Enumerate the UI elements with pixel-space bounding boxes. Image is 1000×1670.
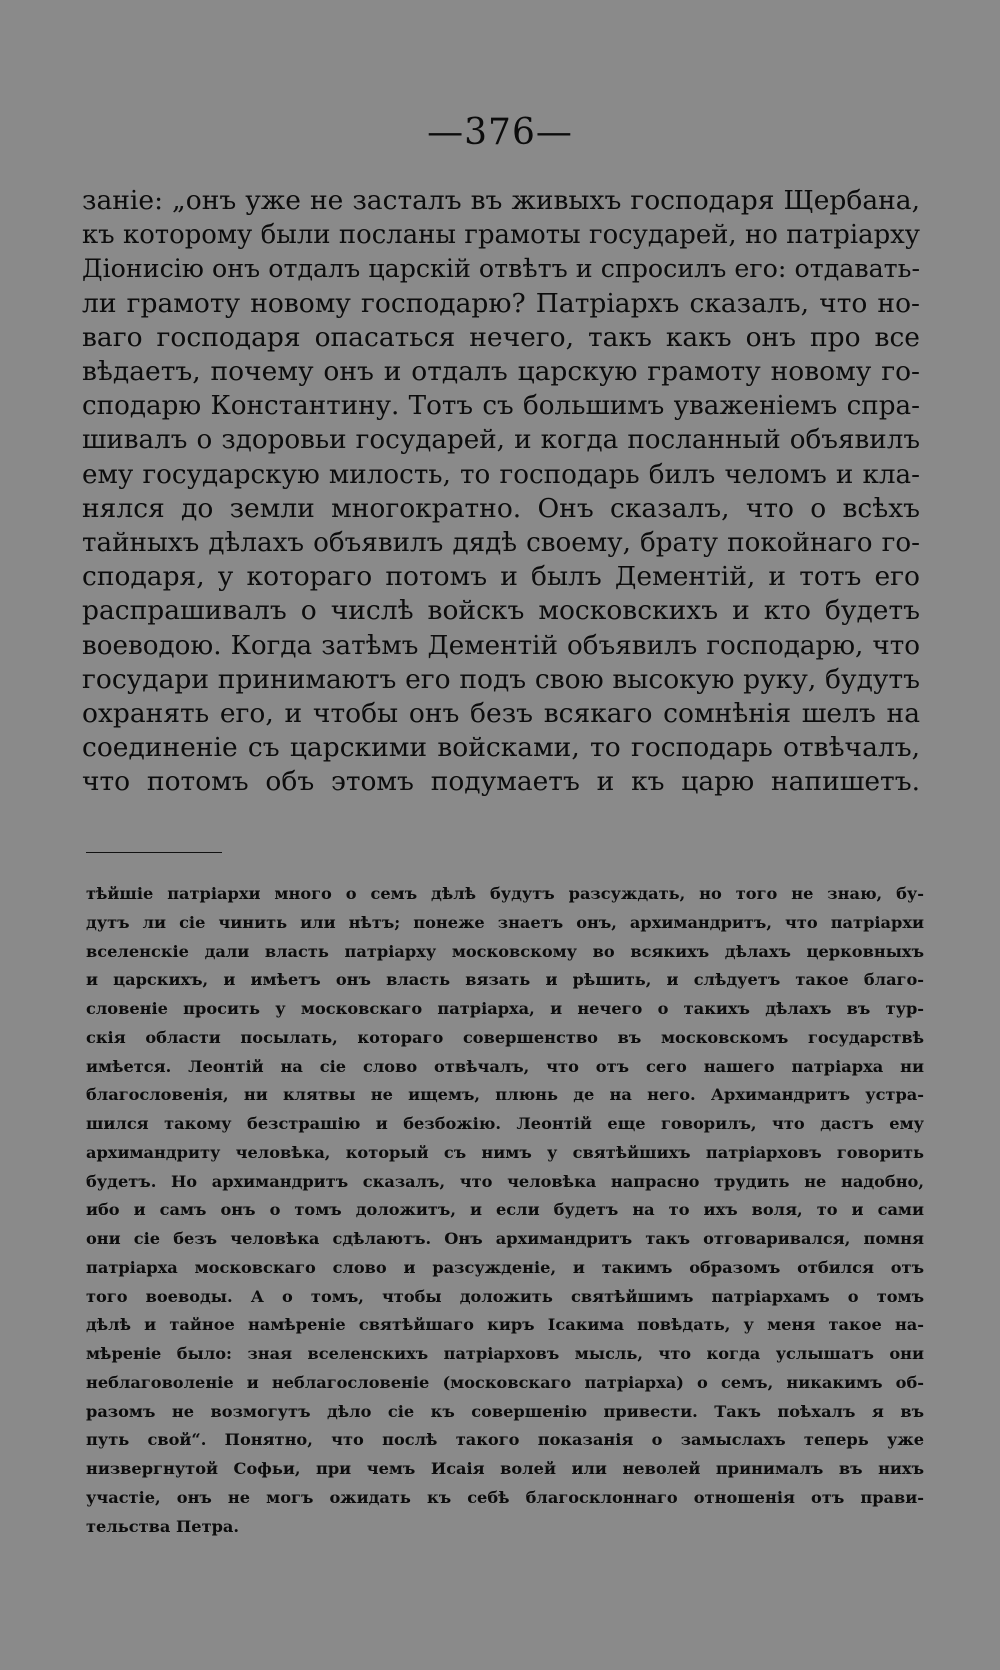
footnote-line: шился такому безстрашію и безбожію. Леонтій еще говорилъ, что дастъ ему [86, 1114, 924, 1133]
footnote-line: имѣется. Леонтій на сіе слово отвѣчалъ, что отъ сего нашего патріарха ни [86, 1056, 924, 1076]
footnote-line: участіе, онъ не могъ ожидать къ себѣ благосклоннаго отношенія отъ прави- [86, 1487, 924, 1507]
text-line: Діонисію онъ отдалъ царскій отвѣтъ и спросилъ его: отдавать- [82, 254, 920, 284]
text-line: вѣдаетъ, почему онъ и отдалъ царскую грамоту новому го- [82, 356, 920, 388]
text-line: ли грамоту новому господарю? Патріархъ сказалъ, что но- [82, 287, 920, 319]
text-line: тайныхъ дѣлахъ объявилъ дядѣ своему, брату покойнаго го- [82, 528, 920, 559]
footnote-line: патріарха московскаго слово и разсужденіе, и такимъ образомъ отбился отъ [86, 1257, 924, 1277]
text-line: воеводою. Когда затѣмъ Дементій объявилъ господарю, что [82, 630, 920, 661]
footnote-line: низвергнутой Софьи, при чемъ Исаія волей или неволей принималъ въ нихъ [86, 1459, 924, 1478]
page-number: —376— [427, 112, 573, 153]
text-line: распрашивалъ о числѣ войскъ московскихъ и кто будетъ [82, 595, 920, 627]
footnote-line: и царскихъ, и имѣетъ онъ власть вязать и рѣшить, и слѣдуетъ такое благо- [86, 970, 924, 990]
footnote-line: словеніе просить у московскаго патріарха, и нечего о такихъ дѣлахъ въ тур- [86, 999, 924, 1018]
footnote-line: тѣйшіе патріархи много о семъ дѣлѣ будутъ разсуждать, но того не знаю, бу- [86, 884, 924, 903]
footnote-line: они сіе безъ человѣка сдѣлаютъ. Онъ архимандритъ такъ отговаривался, помня [86, 1229, 924, 1248]
text-line: что потомъ объ этомъ подумаетъ и къ царю напишетъ. [82, 766, 920, 798]
text-line: ваго господаря опасаться нечего, такъ какъ онъ про все [82, 321, 920, 353]
footnote-separator [86, 852, 222, 853]
text-line: сподаря, у котораго потомъ и былъ Дементій, и тотъ его [82, 561, 920, 593]
text-line: соединеніе съ царскими войсками, то господарь отвѣчалъ, [82, 732, 920, 764]
text-line: сподарю Константину. Тотъ съ большимъ уваженіемъ спра- [82, 391, 920, 422]
footnote-line: неблаговоленіе и неблагословеніе (московскаго патріарха) о семъ, никакимъ об- [86, 1372, 924, 1392]
footnote-line: вселенскіе дали власть патріарху московскому во всякихъ дѣлахъ церковныхъ [86, 941, 924, 961]
text-line: охранять его, и чтобы онъ безъ всякаго сомнѣнія шелъ на [82, 698, 920, 730]
text-line: нялся до земли многократно. Онъ сказалъ, что о всѣхъ [82, 492, 920, 524]
footnote-line: того воеводы. А о томъ, чтобы доложить святѣйшимъ патріархамъ о томъ [86, 1286, 924, 1306]
footnote-line: скія области посылать, котораго совершенство въ московскомъ государствѣ [86, 1027, 924, 1047]
text-line: государи принимаютъ его подъ свою высокую руку, будутъ [82, 663, 920, 695]
footnote-line: путь свой“. Понятно, что послѣ такого показанія о замыслахъ теперь уже [86, 1430, 924, 1450]
footnote-line: мѣреніе было: зная вселенскихъ патріарховъ мысль, что когда услышатъ они [86, 1344, 924, 1363]
footnote-line: архимандриту человѣка, который съ нимъ у святѣйшихъ патріарховъ говорить [86, 1142, 924, 1162]
main-text [82, 184, 920, 800]
footnote-line: тельства Петра. [86, 1516, 240, 1536]
footnote-line: разомъ не возмогутъ дѣло сіе къ совершенію привести. Такъ поѣхалъ я въ [86, 1401, 924, 1421]
footnote-line: благословенія, ни клятвы не ищемъ, плюнь де на него. Архимандритъ устра- [86, 1085, 924, 1105]
footnote-line: ибо и самъ онъ о томъ доложитъ, и если будетъ на то ихъ воля, то и сами [86, 1200, 924, 1220]
footnote-line: будетъ. Но архимандритъ сказалъ, что человѣка напрасно трудить не надобно, [86, 1171, 924, 1191]
footnote-line: дутъ ли сіе чинить или нѣтъ; понеже знаетъ онъ, архимандритъ, что патріархи [86, 912, 924, 932]
text-line: къ которому были посланы грамоты государей, но патріарху [82, 220, 920, 251]
text-line: шивалъ о здоровьи государей, и когда посланный объявилъ [82, 425, 920, 456]
footnote-line: дѣлѣ и тайное намѣреніе святѣйшаго киръ Ісакима повѣдать, у меня такое на- [86, 1315, 924, 1335]
footnote-text [86, 880, 924, 1541]
text-line: ему государскую милость, то господарь билъ челомъ и кла- [82, 459, 920, 490]
text-line: заніе: „онъ уже не засталъ въ живыхъ господаря Щербана, [82, 185, 920, 216]
